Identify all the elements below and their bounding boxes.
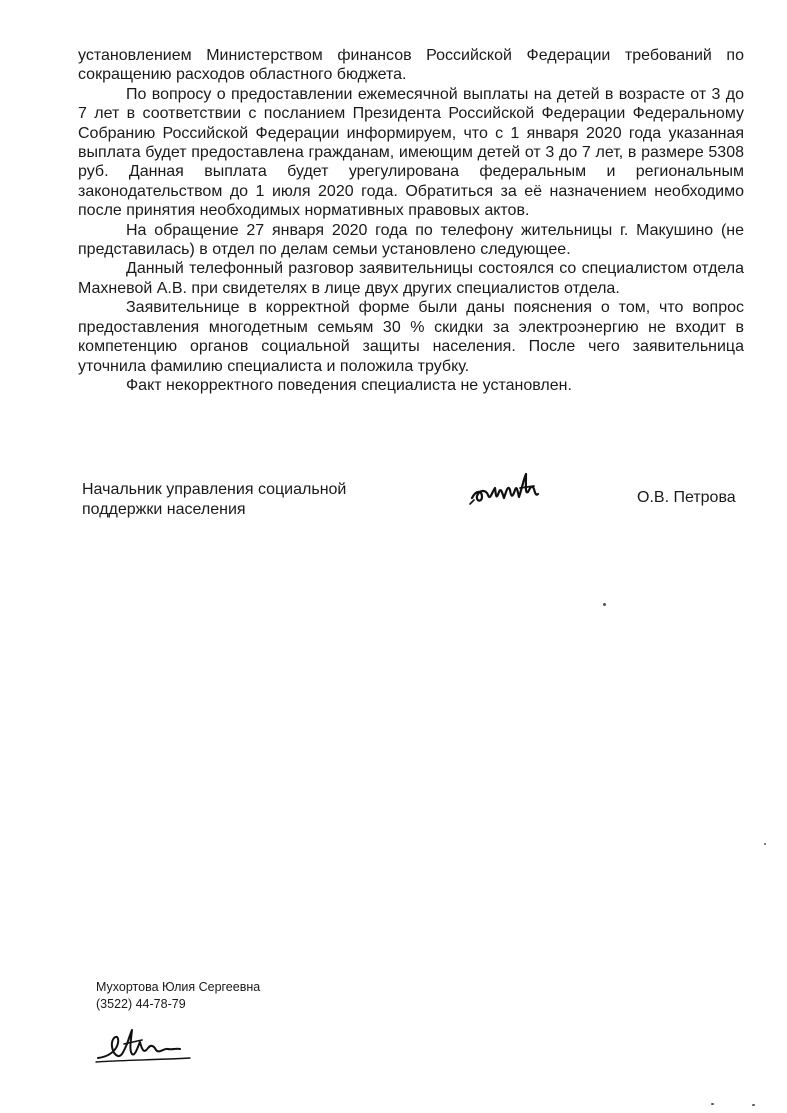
signatory-position — [82, 480, 346, 519]
paragraph-phone-call: Данный телефонный разговор заявительницы состоялся со специалистом отдела Махневой А.В. при свидетелях в лице двух других специалистов отдела. — [78, 260, 744, 297]
letter-body — [78, 46, 744, 395]
handwritten-signature — [468, 468, 558, 512]
paragraph-explanation: Заявительнице в корректной форме были даны пояснения о том, что вопрос предоставления многодетным семьям 30 % скидки за электроэнергию не входит в компетенцию органов социальной защиты населения. После чего заявительница уточнила фамилию специалиста и положила трубку. — [78, 299, 744, 375]
executor-name: Мухортова Юлия Сергеевна — [96, 980, 261, 994]
scan-speck — [752, 1104, 755, 1106]
scan-speck — [711, 1103, 714, 1105]
scan-speck — [603, 603, 606, 606]
paragraph-appeal: На обращение 27 января 2020 года по телефону жительницы г. Макушино (не представилась) в отдел по делам семьи установлено следующее. — [78, 221, 744, 259]
paragraph-conclusion: Факт некорректного поведения специалиста не установлен. — [126, 376, 572, 394]
executor-signature — [94, 1024, 204, 1066]
executor-block — [96, 979, 260, 1013]
executor-phone: (3522) 44-78-79 — [96, 997, 186, 1011]
paragraph-budget-continuation: установлением Министерством финансов Российской Федерации требований по сокращению расходов областного бюджета. — [78, 47, 744, 84]
signatory-position-line-1: Начальник управления социальной — [82, 481, 347, 498]
scan-speck — [764, 843, 766, 845]
signatory-position-line-2: поддержки населения — [82, 500, 246, 518]
signatory-name: О.В. Петрова — [637, 489, 736, 506]
paragraph-child-payment: По вопросу о предоставлении ежемесячной выплаты на детей в возрасте от 3 до 7 лет в соответствии с посланием Президента Российской Федерации Федеральному Собранию Российской Федерации информируем, что с 1 января 2020 года указанная выплата будет предоставлена гражданам, имеющим детей от 3 до 7 лет, в размере 5308 руб. Данная выплата будет урегулирована федеральным и региональным законодательством до 1 июля 2020 года. Обратиться за её назначением необходимо после принятия необходимых нормативных правовых актов. — [78, 85, 744, 220]
